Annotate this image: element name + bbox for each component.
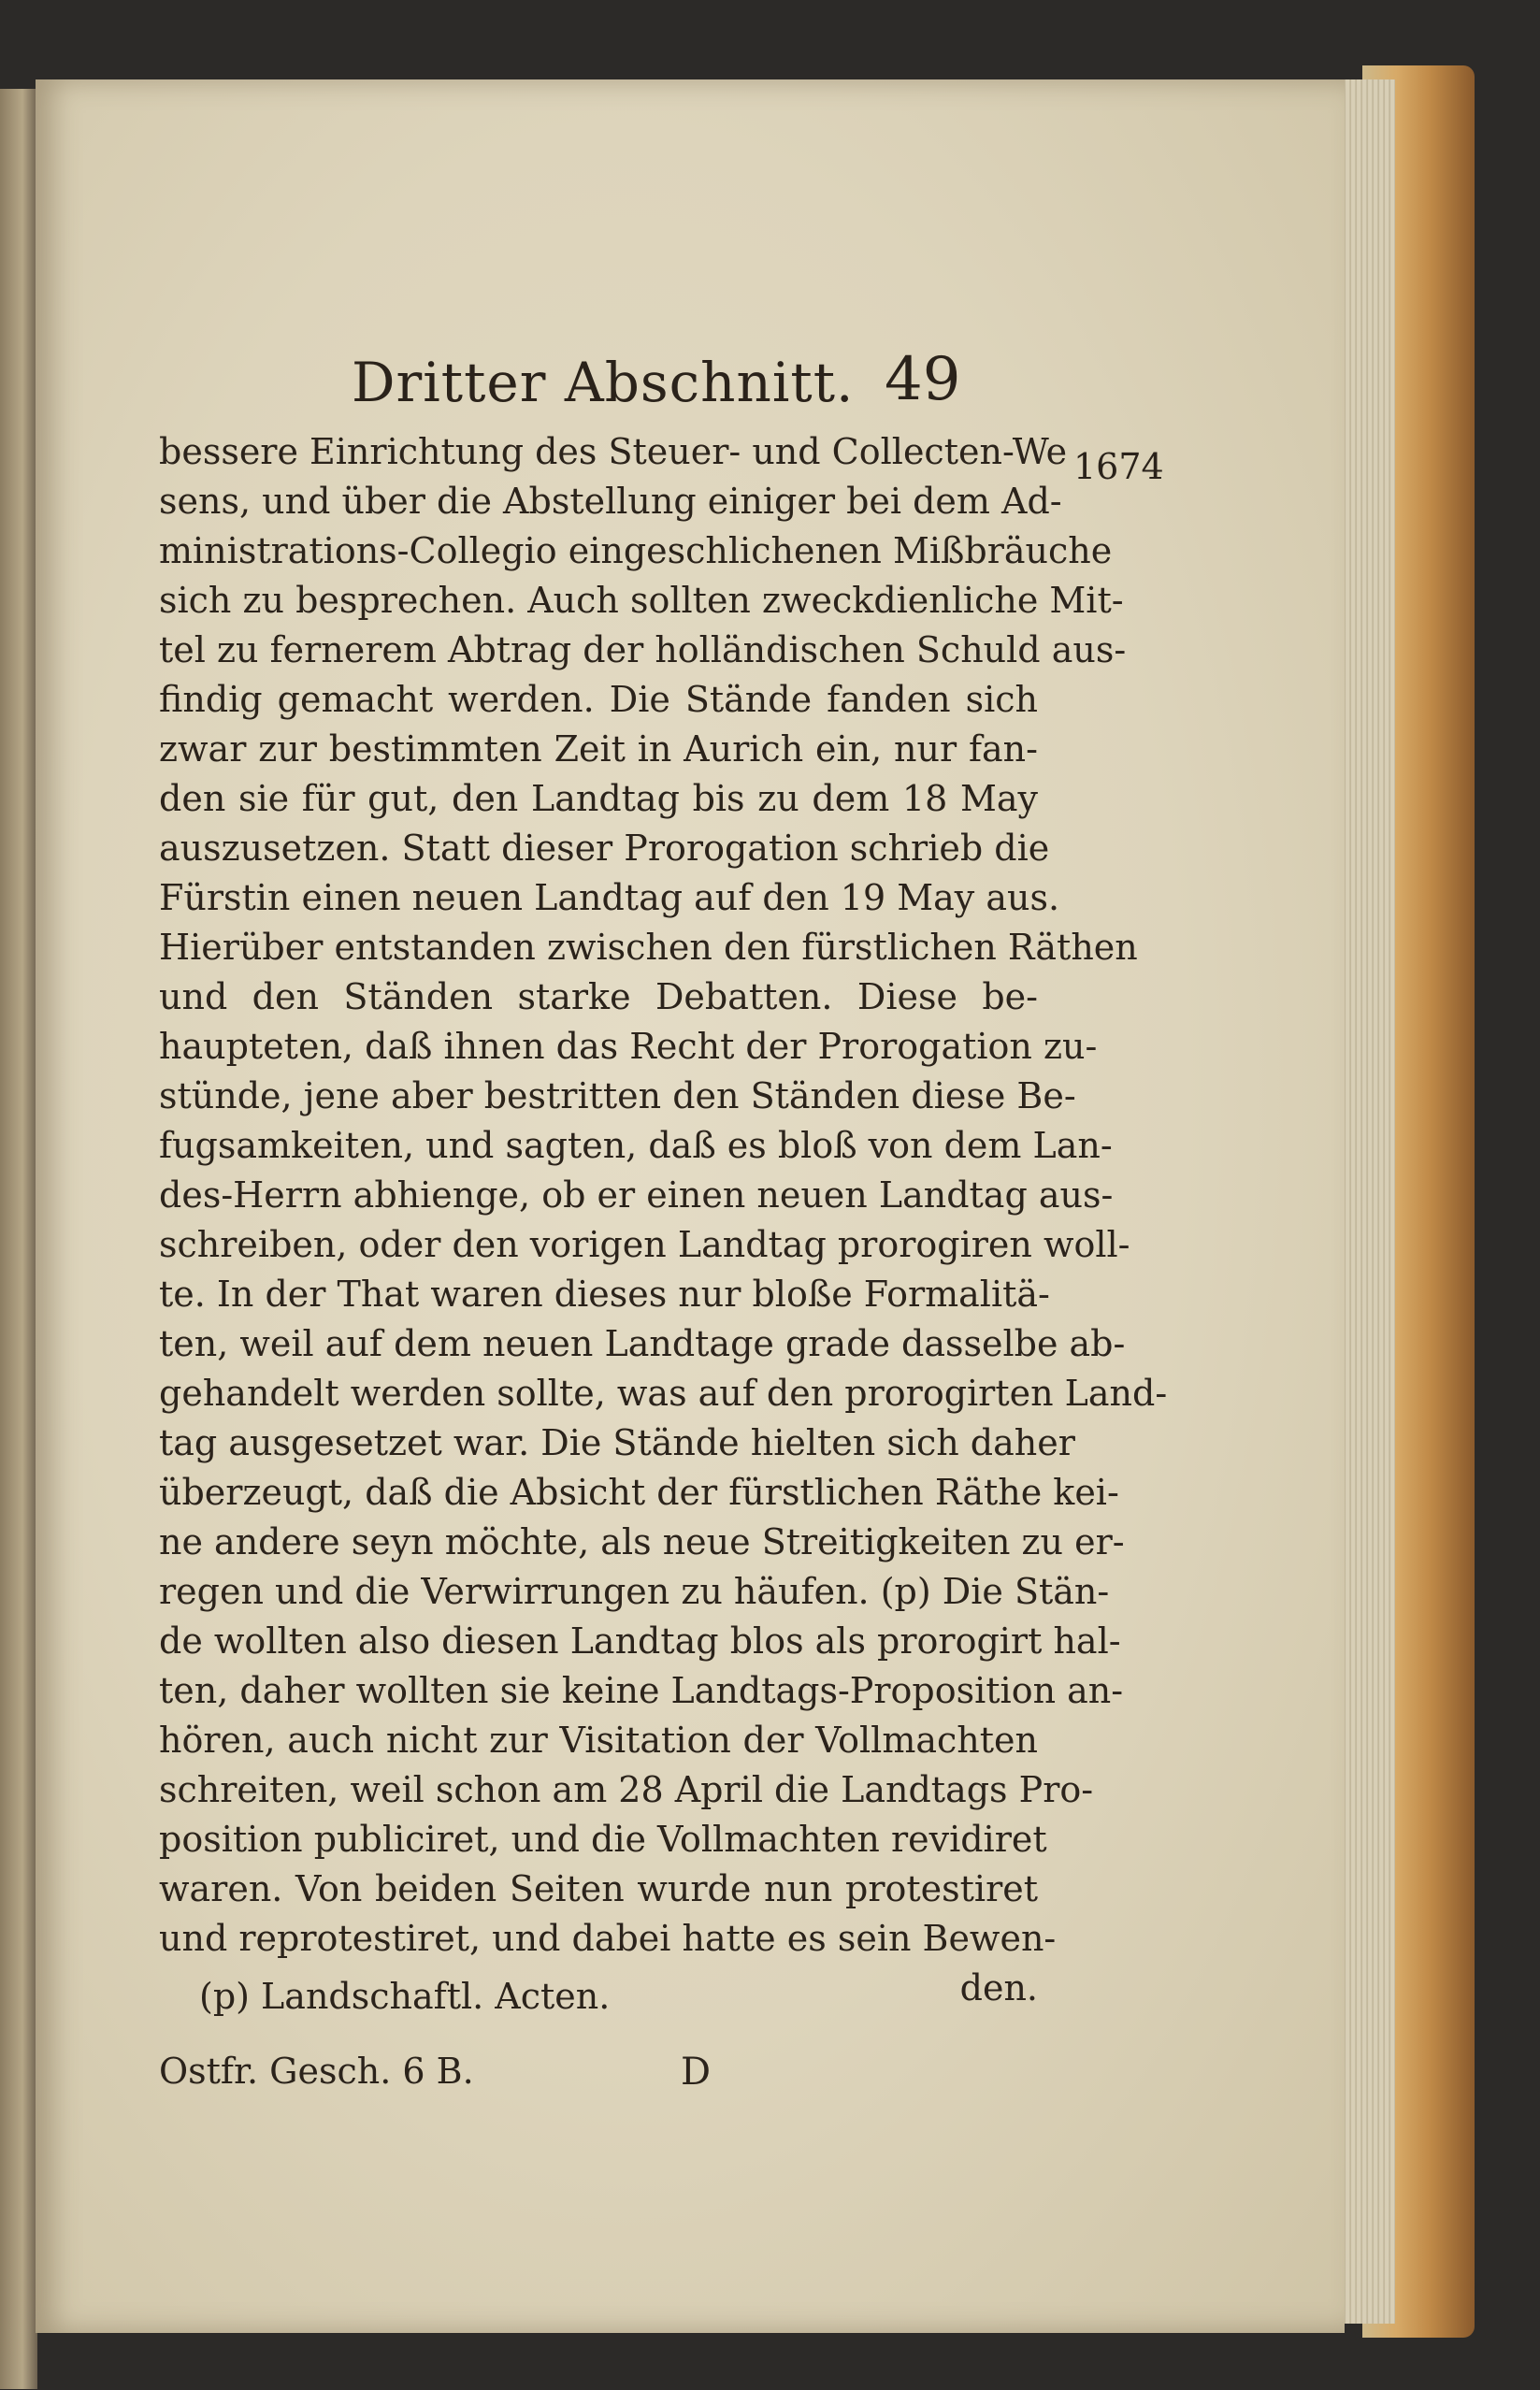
text-line: und den Ständen starke Debatten. Diese be- bbox=[159, 976, 1038, 1017]
text-line: tag ausgesetzet war. Die Stände hielten sich daher bbox=[159, 1422, 1075, 1463]
text-line: auszusetzen. Statt dieser Prorogation schrieb die bbox=[159, 828, 1050, 869]
book-page bbox=[36, 79, 1345, 2333]
text-line: ministrations-Collegio eingeschlichenen Mißbräuche bbox=[159, 530, 1113, 571]
text-line: te. In der That waren dieses nur bloße Formalitä- bbox=[159, 1274, 1050, 1315]
text-line: waren. Von beiden Seiten wurde nun protestiret bbox=[159, 1868, 1038, 1909]
text-line: position publiciret, und die Vollmachten revidiret bbox=[159, 1819, 1047, 1860]
text-line: Fürstin einen neuen Landtag auf den 19 May aus. bbox=[159, 877, 1060, 918]
text-line: regen und die Verwirrungen zu häufen. (p) Die Stän- bbox=[159, 1571, 1110, 1612]
text-line: schreiben, oder den vorigen Landtag prorogiren woll- bbox=[159, 1224, 1130, 1265]
text-line: und reprotestiret, und dabei hatte es sein Bewen- bbox=[159, 1918, 1057, 1959]
text-line: hören, auch nicht zur Visitation der Vollmachten bbox=[159, 1720, 1038, 1761]
text-line: ne andere seyn möchte, als neue Streitigkeiten zu er- bbox=[159, 1521, 1125, 1562]
text-line: ten, weil auf dem neuen Landtage grade dasselbe ab- bbox=[159, 1323, 1126, 1364]
text-line: ten, daher wollten sie keine Landtags-Proposition an- bbox=[159, 1670, 1124, 1711]
text-line: sens, und über die Abstellung einiger bei dem Ad- bbox=[159, 481, 1062, 522]
text-line: fugsamkeiten, und sagten, daß es bloß von dem Lan- bbox=[159, 1125, 1113, 1166]
page-number: 49 bbox=[885, 345, 961, 414]
text-line: bessere Einrichtung des Steuer- und Collecten-We bbox=[159, 431, 1068, 472]
text-line: sich zu besprechen. Auch sollten zweckdienliche Mit- bbox=[159, 580, 1124, 621]
text-line: den sie für gut, den Landtag bis zu dem 18 May bbox=[159, 778, 1038, 819]
text-line: de wollten also diesen Landtag blos als prorogirt hal- bbox=[159, 1620, 1121, 1662]
margin-year: 1674 bbox=[1073, 446, 1164, 487]
signature-letter: D bbox=[681, 2051, 712, 2094]
previous-page-edge bbox=[0, 89, 37, 2389]
footnote: (p) Landschaftl. Acten. bbox=[199, 1976, 611, 2017]
text-line: haupteten, daß ihnen das Recht der Prorogation zu- bbox=[159, 1026, 1098, 1067]
running-head bbox=[36, 345, 1345, 425]
text-line: findig gemacht werden. Die Stände fanden sich bbox=[159, 679, 1038, 720]
text-line: überzeugt, daß die Absicht der fürstlichen Räthe kei- bbox=[159, 1472, 1119, 1513]
text-line-catchword: den. bbox=[959, 1967, 1038, 2008]
text-line: stünde, jene aber bestritten den Ständen diese Be- bbox=[159, 1075, 1076, 1116]
text-line: Hierüber entstanden zwischen den fürstlichen Räthen bbox=[159, 927, 1138, 968]
text-line: schreiten, weil schon am 28 April die Landtags Pro- bbox=[159, 1769, 1094, 1810]
text-line: gehandelt werden sollte, was auf den prorogirten Land- bbox=[159, 1373, 1168, 1414]
chapter-title: Dritter Abschnitt. bbox=[352, 351, 855, 414]
text-line: zwar zur bestimmten Zeit in Aurich ein, nur fan- bbox=[159, 728, 1038, 770]
text-line: des-Herrn abhienge, ob er einen neuen Landtag aus- bbox=[159, 1174, 1114, 1216]
signature-mark: Ostfr. Gesch. 6 B. bbox=[159, 2051, 474, 2092]
text-line: tel zu fernerem Abtrag der holländischen Schuld aus- bbox=[159, 629, 1127, 670]
